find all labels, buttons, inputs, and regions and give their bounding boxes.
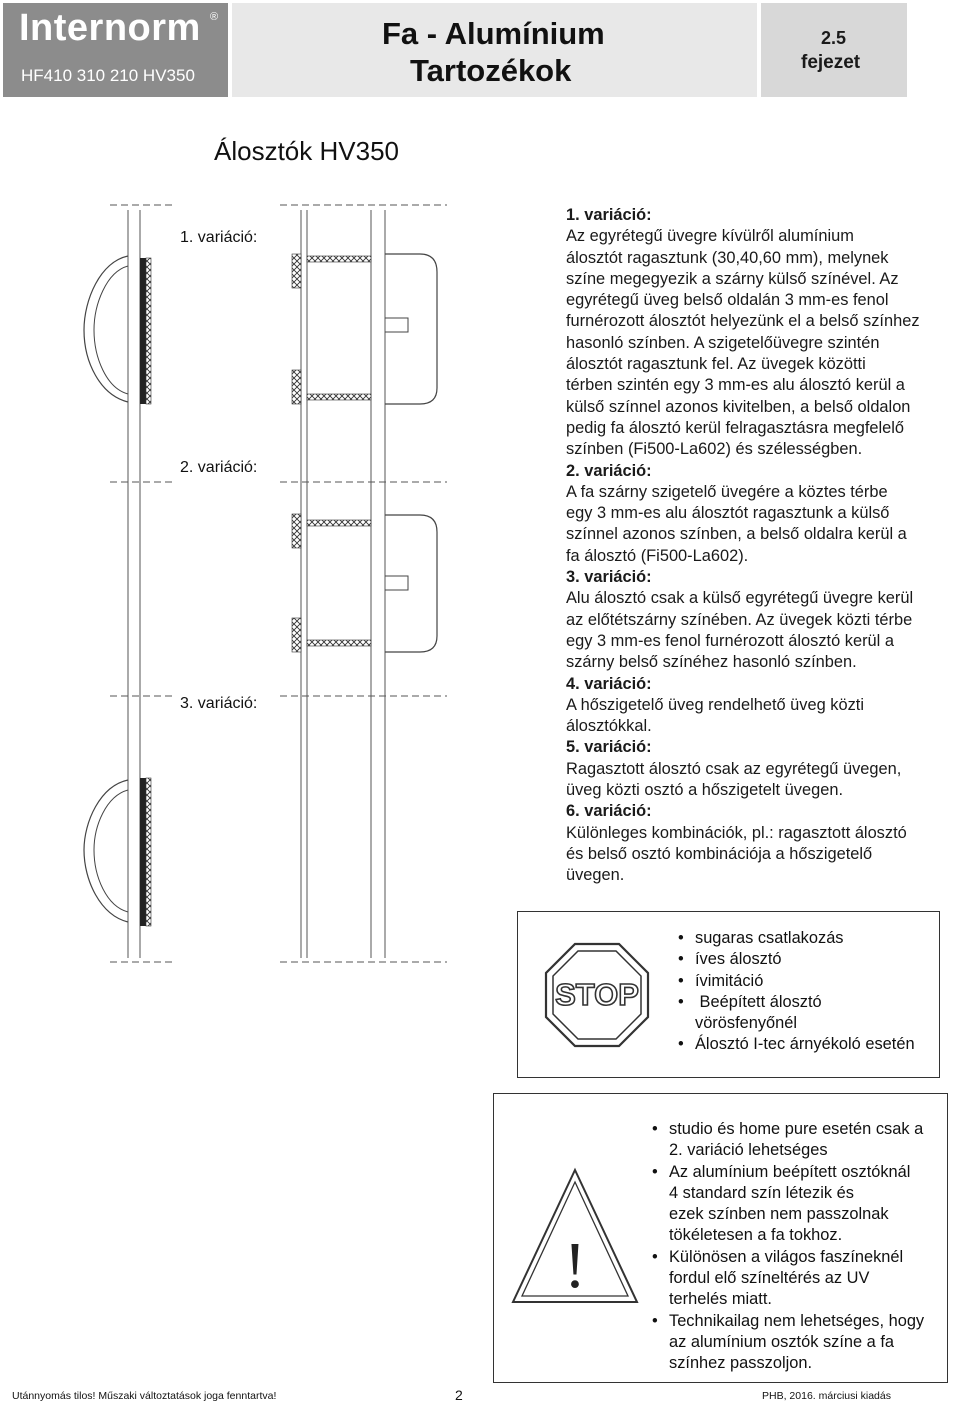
variant-label-2: 2. variáció: xyxy=(180,459,258,476)
list-item xyxy=(678,971,938,992)
variant-2-text-line: fa álosztó (Fi500-La602). xyxy=(566,546,749,565)
variant-5-text-line: Ragasztott álosztó csak az egyrétegű üvegen, xyxy=(566,759,902,778)
warning-list xyxy=(652,1119,944,1375)
variant-2-text-line: A fa szárny szigetelő üvegére a köztes térbe xyxy=(566,482,888,501)
warning-triangle-icon xyxy=(509,1164,641,1310)
footer-edition: PHB, 2016. márciusi kiadás xyxy=(762,1390,891,1402)
variant-2-drawing xyxy=(292,514,437,652)
list-item xyxy=(678,928,938,949)
list-item-line: színhez passzoljon. xyxy=(669,1354,813,1373)
chapter-label: fejezet xyxy=(801,52,861,73)
list-item-line: • Álosztó I-tec árnyékoló esetén xyxy=(695,1035,915,1054)
variant-label-3: 3. variáció: xyxy=(180,695,258,712)
list-item xyxy=(652,1247,944,1311)
variant-6-text-line: Különleges kombinációk, pl.: ragasztott álosztó xyxy=(566,823,907,842)
variant-2-text-line: színnel azonos színben, a belső oldalra kerül a xyxy=(566,525,907,544)
variant-4-title: 4. variáció: xyxy=(566,674,652,693)
variant-3-drawing xyxy=(84,778,151,926)
page-number: 2 xyxy=(455,1387,463,1403)
title-block xyxy=(232,3,757,97)
variant-1-text-line: pedig fa álosztó kerül felragasztásra megfelelő xyxy=(566,418,905,437)
footer-copyright: Utánnyomás tilos! Műszaki változtatások joga fenntartva! xyxy=(12,1390,277,1402)
list-item-line: tökéletesen a fa tokhoz. xyxy=(669,1226,843,1245)
list-item-line: • Az alumínium beépített osztóknál xyxy=(669,1162,911,1181)
variant-6-title: 6. variáció: xyxy=(566,802,652,821)
list-item-line: fordul elő színeltérés az UV xyxy=(669,1269,870,1288)
list-item-line: • Technikailag nem lehetséges, hogy xyxy=(669,1311,925,1330)
variant-6-text-line: üvegen. xyxy=(566,866,625,885)
brand-logo: Internorm xyxy=(19,7,201,49)
list-item-line: • Beépített álosztó xyxy=(695,992,822,1011)
chapter-block xyxy=(761,3,907,97)
variant-3-text-line: szárny belső színéhez hasonló színben. xyxy=(566,653,857,672)
variant-label-1: 1. variáció: xyxy=(180,229,258,246)
page-title: Álosztók HV350 xyxy=(214,136,399,166)
list-item-line: terhelés miatt. xyxy=(669,1290,772,1309)
list-item-line: • sugaras csatlakozás xyxy=(695,929,844,947)
variant-3-title: 3. variáció: xyxy=(566,568,652,587)
variant-1-text-line: színe megegyezik a szárny külső színével. Az xyxy=(566,269,899,288)
variant-3-text-line: Alu álosztó csak a külső egyrétegű üvegre kerül xyxy=(566,589,914,608)
list-item-line: • Különösen a világos faszíneknél xyxy=(669,1247,904,1266)
variant-3-text-line: egy 3 mm-es fenol furnérozott álosztó kerül a xyxy=(566,631,894,650)
variant-5-title: 5. variáció: xyxy=(566,738,652,757)
variant-1-text-line: térben szintén egy 3 mm-es alu álosztó kerül a xyxy=(566,376,905,395)
variant-1-text-line: álosztót ragasztunk (30,40,60 mm), melynek xyxy=(566,248,889,267)
variant-1-title: 1. variáció: xyxy=(566,206,652,224)
warning-box xyxy=(493,1093,948,1383)
list-item-line: vörösfenyőnél xyxy=(695,1014,798,1033)
restrictions-list xyxy=(678,928,938,1056)
list-item xyxy=(652,1162,944,1247)
list-item-line: az alumínium osztók színe a fa xyxy=(669,1332,895,1351)
stop-sign-text: STOP xyxy=(555,977,639,1012)
list-item-line: • ívimitáció xyxy=(695,971,764,990)
list-item xyxy=(678,992,938,1035)
variant-1-text-line: külső színnel azonos kivitelben, a belső oldalon xyxy=(566,397,911,416)
variant-3-text-line: az előtétszárny színében. Az üvegek közti térbe xyxy=(566,610,913,629)
variant-1-text-line: egyrétegű üveg belső oldalán 3 mm-es fenol xyxy=(566,291,889,310)
variant-6-text-line: és belső osztó kombinációja a hőszigetelő xyxy=(566,844,873,863)
variant-4-text-line: álosztókkal. xyxy=(566,717,652,736)
registered-mark: ® xyxy=(210,11,219,23)
variant-1-text-line: álosztót ragasztunk fel. Az üvegek közötti xyxy=(566,355,866,374)
list-item-line: ezek színben nem passzolnak xyxy=(669,1205,889,1224)
model-list: HF410 310 210 HV350 xyxy=(21,66,195,85)
variant-4-text-line: A hőszigetelő üveg rendelhető üveg közti xyxy=(566,695,864,714)
list-item-line: • studio és home pure esetén csak a xyxy=(669,1120,924,1138)
brand-block xyxy=(3,3,228,97)
chapter-number: 2.5 xyxy=(821,28,847,48)
header-title-line1: Fa - Alumínium xyxy=(382,16,605,51)
variant-1-drawing xyxy=(84,254,437,404)
variant-1-text-line: színben (Fi500-La602) és szélességben. xyxy=(566,440,863,459)
variant-2-text-line: egy 3 mm-es alu álosztót ragasztunk a külső xyxy=(566,504,890,523)
variant-2-title: 2. variáció: xyxy=(566,461,652,480)
warning-sign-text: ! xyxy=(564,1229,586,1302)
list-item-line: 4 standard szín létezik és xyxy=(669,1183,854,1202)
list-item xyxy=(652,1119,944,1162)
list-item-line: • íves álosztó xyxy=(695,950,782,969)
page-header xyxy=(3,3,907,97)
variant-1-text-line: Az egyrétegű üvegre kívülről alumínium xyxy=(566,227,854,246)
header-title-line2: Tartozékok xyxy=(410,53,572,88)
variant-descriptions xyxy=(566,205,951,887)
restrictions-box xyxy=(517,911,940,1078)
list-item xyxy=(678,949,938,970)
variant-1-text-line: hasonló színben. A szigetelőüvegre szintén xyxy=(566,333,880,352)
list-item xyxy=(652,1311,944,1375)
list-item xyxy=(678,1034,938,1055)
list-item-line: 2. variáció lehetséges xyxy=(669,1141,828,1160)
variant-1-text-line: furnérozott álosztót helyezünk el a belső színhez xyxy=(566,312,920,331)
stop-sign-icon xyxy=(544,942,650,1048)
variant-5-text-line: üveg közti osztó a hőszigetelt üvegen. xyxy=(566,781,843,800)
